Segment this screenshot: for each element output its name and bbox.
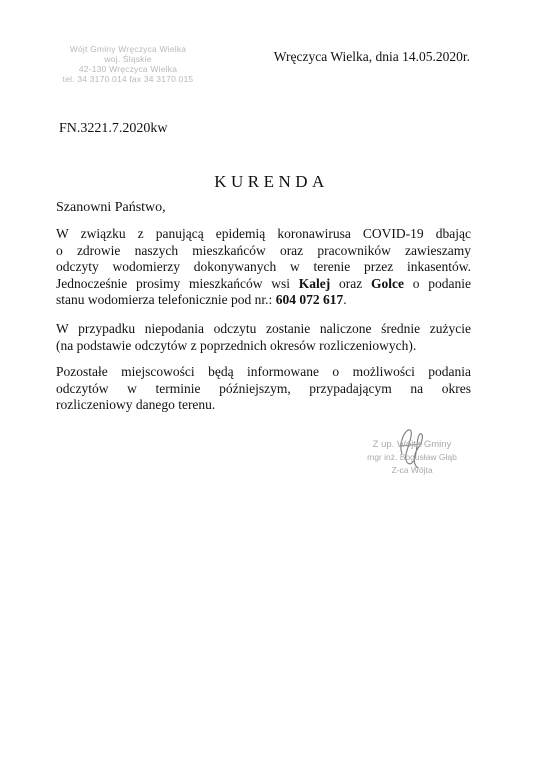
paragraph-other-localities [56,364,471,414]
paragraph-line: W związku z panującą epidemią koronawirusa COVID-19 dbając [56,226,471,241]
text-fragment: Jednocześnie prosimy mieszkańców wsi [56,275,290,291]
signature-line: Z-ca Wójta [391,465,433,475]
office-stamp-line: tel. 34 3170 014 fax 34 3170 015 [62,74,194,84]
office-stamp [62,44,194,84]
text-fragment: . [343,292,347,308]
signature-line: mgr inż. Bogusław Głąb [367,452,457,462]
paragraph-line [56,276,471,293]
signature-stamp [352,438,472,477]
office-stamp-line: woj. Śląskie [104,54,152,64]
text-fragment: oraz [339,275,363,291]
document-title: KURENDA [214,172,329,191]
paragraph-line: Pozostałe miejscowości będą informowane o możliwości podania [56,364,471,379]
text-fragment: o podanie [412,275,472,291]
paragraph-line: odczyty wodomierzy dokonywanych w terenie przez inkasentów. [56,259,471,275]
phone-number: 604 072 617 [275,292,344,308]
paragraph-line: odczytów w terminie późniejszym, przypadającym na okres [56,380,471,396]
office-stamp-line: 42-130 Wręczyca Wielka [78,64,178,74]
paragraph-line: (na podstawie odczytów z poprzednich okresów rozliczeniowych). [56,337,417,353]
paragraph-line [56,292,471,309]
paragraph-suspension [56,226,471,309]
paragraph-average-usage [56,321,471,354]
paragraph-line: rozliczeniowy danego terenu. [56,397,216,413]
paragraph-line: o zdrowie naszych mieszkańców oraz pracowników zawieszamy [56,242,471,258]
paragraph-line: W przypadku niepodania odczytu zostanie naliczone średnie zużycie [56,321,471,336]
reference-number: FN.3221.7.2020kw [59,121,168,136]
signature-line: Z up. Wójta Gminy [372,439,452,450]
office-stamp-line: Wójt Gminy Wręczyca Wielka [69,44,187,54]
village-name-golce: Golce [371,275,404,291]
text-fragment: stanu wodomierza telefonicznie pod nr.: [56,292,273,308]
salutation: Szanowni Państwo, [56,200,166,215]
place-and-date: Wręczyca Wielka, dnia 14.05.2020r. [273,49,470,64]
village-name-kalej: Kalej [298,275,331,291]
